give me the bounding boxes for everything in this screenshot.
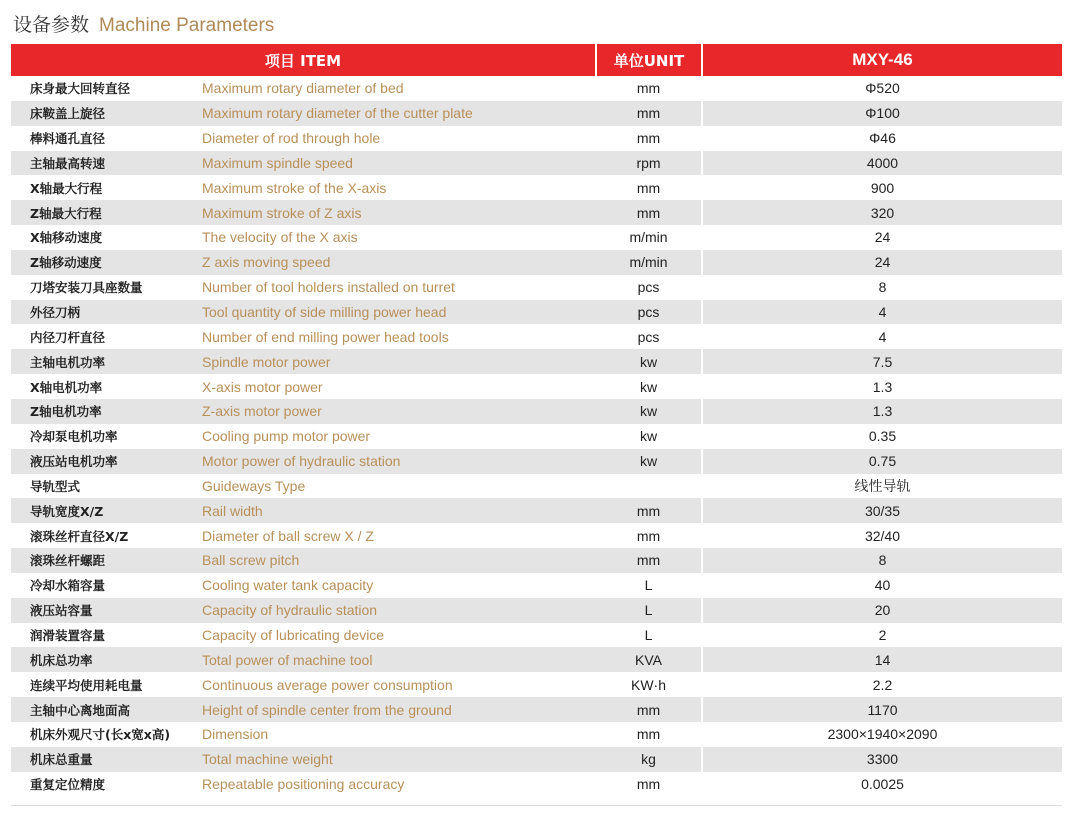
table-row bbox=[11, 324, 1062, 349]
item-name-en: Guideways Type bbox=[202, 477, 306, 494]
unit-cell: pcs bbox=[596, 275, 702, 300]
item-name-en: X-axis motor power bbox=[202, 378, 323, 395]
value-cell: 2300×1940×2090 bbox=[827, 726, 938, 743]
value-cell: 0.35 bbox=[868, 428, 897, 445]
item-name-en: Capacity of lubricating device bbox=[202, 626, 385, 643]
table-row bbox=[11, 250, 1062, 275]
item-name-zh: X轴电机功率 bbox=[30, 379, 103, 395]
unit-cell: mm bbox=[596, 498, 702, 523]
item-cell bbox=[11, 175, 596, 200]
column-header-item: 项目 ITEM bbox=[11, 44, 596, 76]
item-cell bbox=[11, 126, 596, 151]
value-cell: 24 bbox=[874, 229, 891, 246]
value-cell: 4 bbox=[702, 300, 1062, 325]
item-name-en: Z axis moving speed bbox=[202, 254, 331, 271]
item-name-zh: 连续平均使用耗电量 bbox=[30, 677, 143, 693]
unit-cell: KVA bbox=[596, 647, 702, 672]
item-name-zh: 床鞍盖上旋径 bbox=[30, 106, 106, 122]
table-row bbox=[11, 275, 1062, 300]
table-row bbox=[11, 697, 1062, 722]
item-cell bbox=[11, 722, 596, 747]
table-row bbox=[11, 200, 1062, 225]
item-name-zh: Z轴移动速度 bbox=[30, 255, 102, 271]
unit-cell: kw bbox=[596, 424, 702, 449]
item-name-en: Total power of machine tool bbox=[202, 651, 373, 668]
table-row bbox=[11, 126, 1062, 151]
table-row bbox=[11, 747, 1062, 772]
item-cell bbox=[11, 598, 596, 623]
table-row bbox=[11, 623, 1062, 648]
item-cell bbox=[11, 523, 596, 548]
unit-cell: rpm bbox=[596, 151, 702, 176]
table-row bbox=[11, 424, 1062, 449]
unit-cell: mm bbox=[596, 101, 702, 126]
item-name-en: Diameter of ball screw X / Z bbox=[202, 527, 374, 544]
unit-cell: kw bbox=[596, 449, 702, 474]
unit-cell: mm bbox=[596, 175, 702, 200]
item-name-en: Motor power of hydraulic station bbox=[202, 453, 401, 470]
table-row bbox=[11, 523, 1062, 548]
item-name-en: The velocity of the X axis bbox=[202, 229, 358, 246]
item-name-en: Spindle motor power bbox=[202, 353, 331, 370]
unit-cell: mm bbox=[596, 548, 702, 573]
table-row bbox=[11, 772, 1062, 797]
table-row bbox=[11, 672, 1062, 697]
item-name-en: Maximum spindle speed bbox=[202, 154, 353, 171]
value-cell: 7.5 bbox=[702, 349, 1062, 374]
item-cell bbox=[11, 374, 596, 399]
item-name-zh: 床身最大回转直径 bbox=[30, 81, 131, 97]
value-cell: 线性导轨 bbox=[854, 477, 911, 494]
value-cell: 0.0025 bbox=[861, 776, 904, 793]
table-row bbox=[11, 151, 1062, 176]
item-name-en: Diameter of rod through hole bbox=[202, 130, 381, 147]
value-cell: 900 bbox=[870, 179, 895, 196]
item-cell bbox=[11, 399, 596, 424]
item-name-zh: Z轴电机功率 bbox=[30, 404, 102, 420]
item-name-zh: 液压站电机功率 bbox=[30, 454, 118, 470]
table-body bbox=[11, 76, 1062, 796]
table-row bbox=[11, 101, 1062, 126]
unit-cell: mm bbox=[596, 772, 702, 797]
item-name-en: Z-axis motor power bbox=[202, 403, 322, 420]
unit-cell: kw bbox=[596, 349, 702, 374]
unit-cell: mm bbox=[596, 200, 702, 225]
unit-cell: kw bbox=[596, 399, 702, 424]
item-name-zh: Z轴最大行程 bbox=[30, 205, 102, 221]
item-name-en: Number of end milling power head tools bbox=[202, 328, 449, 345]
item-cell bbox=[11, 548, 596, 573]
table-row bbox=[11, 722, 1062, 747]
unit-cell: pcs bbox=[596, 300, 702, 325]
unit-cell: kw bbox=[596, 374, 702, 399]
unit-cell: L bbox=[596, 623, 702, 648]
item-cell bbox=[11, 324, 596, 349]
value-cell: 20 bbox=[702, 598, 1062, 623]
value-cell: 2.2 bbox=[872, 676, 893, 693]
item-name-zh: 滚珠丝杆螺距 bbox=[30, 553, 106, 569]
item-name-zh: 导轨型式 bbox=[30, 478, 81, 494]
item-name-zh: 外径刀柄 bbox=[30, 305, 81, 321]
value-cell: Φ520 bbox=[865, 80, 900, 97]
item-cell bbox=[11, 200, 596, 225]
value-cell: 14 bbox=[702, 647, 1062, 672]
unit-cell: mm bbox=[596, 523, 702, 548]
item-name-en: Cooling pump motor power bbox=[202, 428, 371, 445]
item-name-zh: 主轴电机功率 bbox=[30, 354, 106, 370]
table-row bbox=[11, 349, 1062, 374]
item-name-zh: 内径刀杆直径 bbox=[30, 329, 106, 345]
table-row bbox=[11, 175, 1062, 200]
item-cell bbox=[11, 449, 596, 474]
item-cell bbox=[11, 275, 596, 300]
unit-cell: m/min bbox=[596, 225, 702, 250]
item-name-zh: 滚珠丝杆直径X/Z bbox=[30, 528, 129, 544]
item-name-zh: 导轨宽度X/Z bbox=[30, 503, 104, 519]
item-name-en: Total machine weight bbox=[202, 751, 333, 768]
item-name-en: Maximum stroke of Z axis bbox=[202, 204, 362, 221]
item-name-zh: 主轴最高转速 bbox=[30, 155, 106, 171]
item-name-zh: 冷却泵电机功率 bbox=[30, 429, 118, 445]
item-cell bbox=[11, 151, 596, 176]
item-name-zh: X轴最大行程 bbox=[30, 180, 103, 196]
value-cell: 3300 bbox=[702, 747, 1062, 772]
item-cell bbox=[11, 101, 596, 126]
table-row bbox=[11, 76, 1062, 101]
page-title-zh: 设备参数 bbox=[13, 14, 90, 36]
page-title bbox=[13, 10, 274, 40]
column-header-model: MXY-46 bbox=[702, 44, 1062, 76]
table-row bbox=[11, 474, 1062, 499]
value-cell: 4000 bbox=[702, 151, 1062, 176]
table-header-row bbox=[11, 44, 1062, 76]
item-name-en: Ball screw pitch bbox=[202, 552, 300, 569]
item-name-zh: 液压站容量 bbox=[30, 603, 93, 619]
unit-cell: KW·h bbox=[596, 672, 702, 697]
value-cell: 24 bbox=[702, 250, 1062, 275]
item-cell bbox=[11, 672, 596, 697]
item-name-zh: 棒料通孔直径 bbox=[30, 131, 106, 147]
item-cell bbox=[11, 623, 596, 648]
table-row bbox=[11, 449, 1062, 474]
value-cell: 2 bbox=[878, 626, 887, 643]
value-cell: Φ100 bbox=[702, 101, 1062, 126]
unit-cell: mm bbox=[596, 697, 702, 722]
value-cell: 4 bbox=[878, 328, 887, 345]
item-cell bbox=[11, 424, 596, 449]
unit-cell: m/min bbox=[596, 250, 702, 275]
item-name-en: Dimension bbox=[202, 726, 269, 743]
item-cell bbox=[11, 474, 596, 499]
item-cell bbox=[11, 300, 596, 325]
table-row bbox=[11, 399, 1062, 424]
item-name-zh: X轴移动速度 bbox=[30, 230, 103, 246]
item-name-en: Height of spindle center from the ground bbox=[202, 701, 452, 718]
table-row bbox=[11, 598, 1062, 623]
item-name-en: Capacity of hydraulic station bbox=[202, 602, 378, 619]
value-cell: 1170 bbox=[702, 697, 1062, 722]
value-cell: 30/35 bbox=[702, 498, 1062, 523]
item-cell bbox=[11, 498, 596, 523]
unit-cell: kg bbox=[596, 747, 702, 772]
item-name-en: Maximum rotary diameter of bed bbox=[202, 80, 404, 97]
item-cell bbox=[11, 747, 596, 772]
bottom-divider bbox=[11, 805, 1062, 806]
column-header-unit: 单位UNIT bbox=[596, 44, 702, 76]
item-name-en: Maximum stroke of the X-axis bbox=[202, 179, 387, 196]
item-name-en: Maximum rotary diameter of the cutter plate bbox=[202, 105, 473, 122]
unit-cell: L bbox=[596, 598, 702, 623]
unit-cell: mm bbox=[596, 76, 702, 101]
value-cell: 40 bbox=[874, 577, 891, 594]
table-row bbox=[11, 300, 1062, 325]
item-name-zh: 机床外观尺寸(长x宽x高) bbox=[30, 727, 171, 743]
item-name-en: Cooling water tank capacity bbox=[202, 577, 374, 594]
table-row bbox=[11, 548, 1062, 573]
table-row bbox=[11, 498, 1062, 523]
item-name-zh: 润滑装置容量 bbox=[30, 627, 106, 643]
value-cell: 1.3 bbox=[702, 399, 1062, 424]
item-name-en: Number of tool holders installed on turret bbox=[202, 279, 455, 296]
value-cell: 32/40 bbox=[864, 527, 901, 544]
unit-cell: L bbox=[596, 573, 702, 598]
item-cell bbox=[11, 76, 596, 101]
item-name-en: Tool quantity of side milling power head bbox=[202, 304, 447, 321]
unit-cell: pcs bbox=[596, 324, 702, 349]
item-cell bbox=[11, 349, 596, 374]
item-name-zh: 重复定位精度 bbox=[30, 777, 106, 793]
unit-cell: mm bbox=[596, 722, 702, 747]
item-name-zh: 冷却水箱容量 bbox=[30, 578, 106, 594]
item-name-en: Rail width bbox=[202, 502, 263, 519]
item-cell bbox=[11, 250, 596, 275]
unit-cell bbox=[596, 474, 702, 499]
parameters-table bbox=[11, 44, 1062, 796]
page-title-en: Machine Parameters bbox=[99, 15, 275, 36]
table-row bbox=[11, 374, 1062, 399]
item-cell bbox=[11, 647, 596, 672]
item-name-zh: 机床总重量 bbox=[30, 752, 93, 768]
table-row bbox=[11, 225, 1062, 250]
item-name-en: Continuous average power consumption bbox=[202, 676, 453, 693]
value-cell: 8 bbox=[702, 548, 1062, 573]
item-name-en: Repeatable positioning accuracy bbox=[202, 776, 405, 793]
value-cell: 0.75 bbox=[702, 449, 1062, 474]
table-row bbox=[11, 647, 1062, 672]
value-cell: 320 bbox=[702, 200, 1062, 225]
item-cell bbox=[11, 573, 596, 598]
item-cell bbox=[11, 225, 596, 250]
item-name-zh: 主轴中心离地面高 bbox=[30, 702, 131, 718]
item-name-zh: 刀塔安装刀具座数量 bbox=[30, 280, 143, 296]
value-cell: Φ46 bbox=[869, 130, 896, 147]
value-cell: 1.3 bbox=[872, 378, 893, 395]
value-cell: 8 bbox=[878, 279, 887, 296]
item-name-zh: 机床总功率 bbox=[30, 652, 93, 668]
item-cell bbox=[11, 772, 596, 797]
table-row bbox=[11, 573, 1062, 598]
item-cell bbox=[11, 697, 596, 722]
unit-cell: mm bbox=[596, 126, 702, 151]
